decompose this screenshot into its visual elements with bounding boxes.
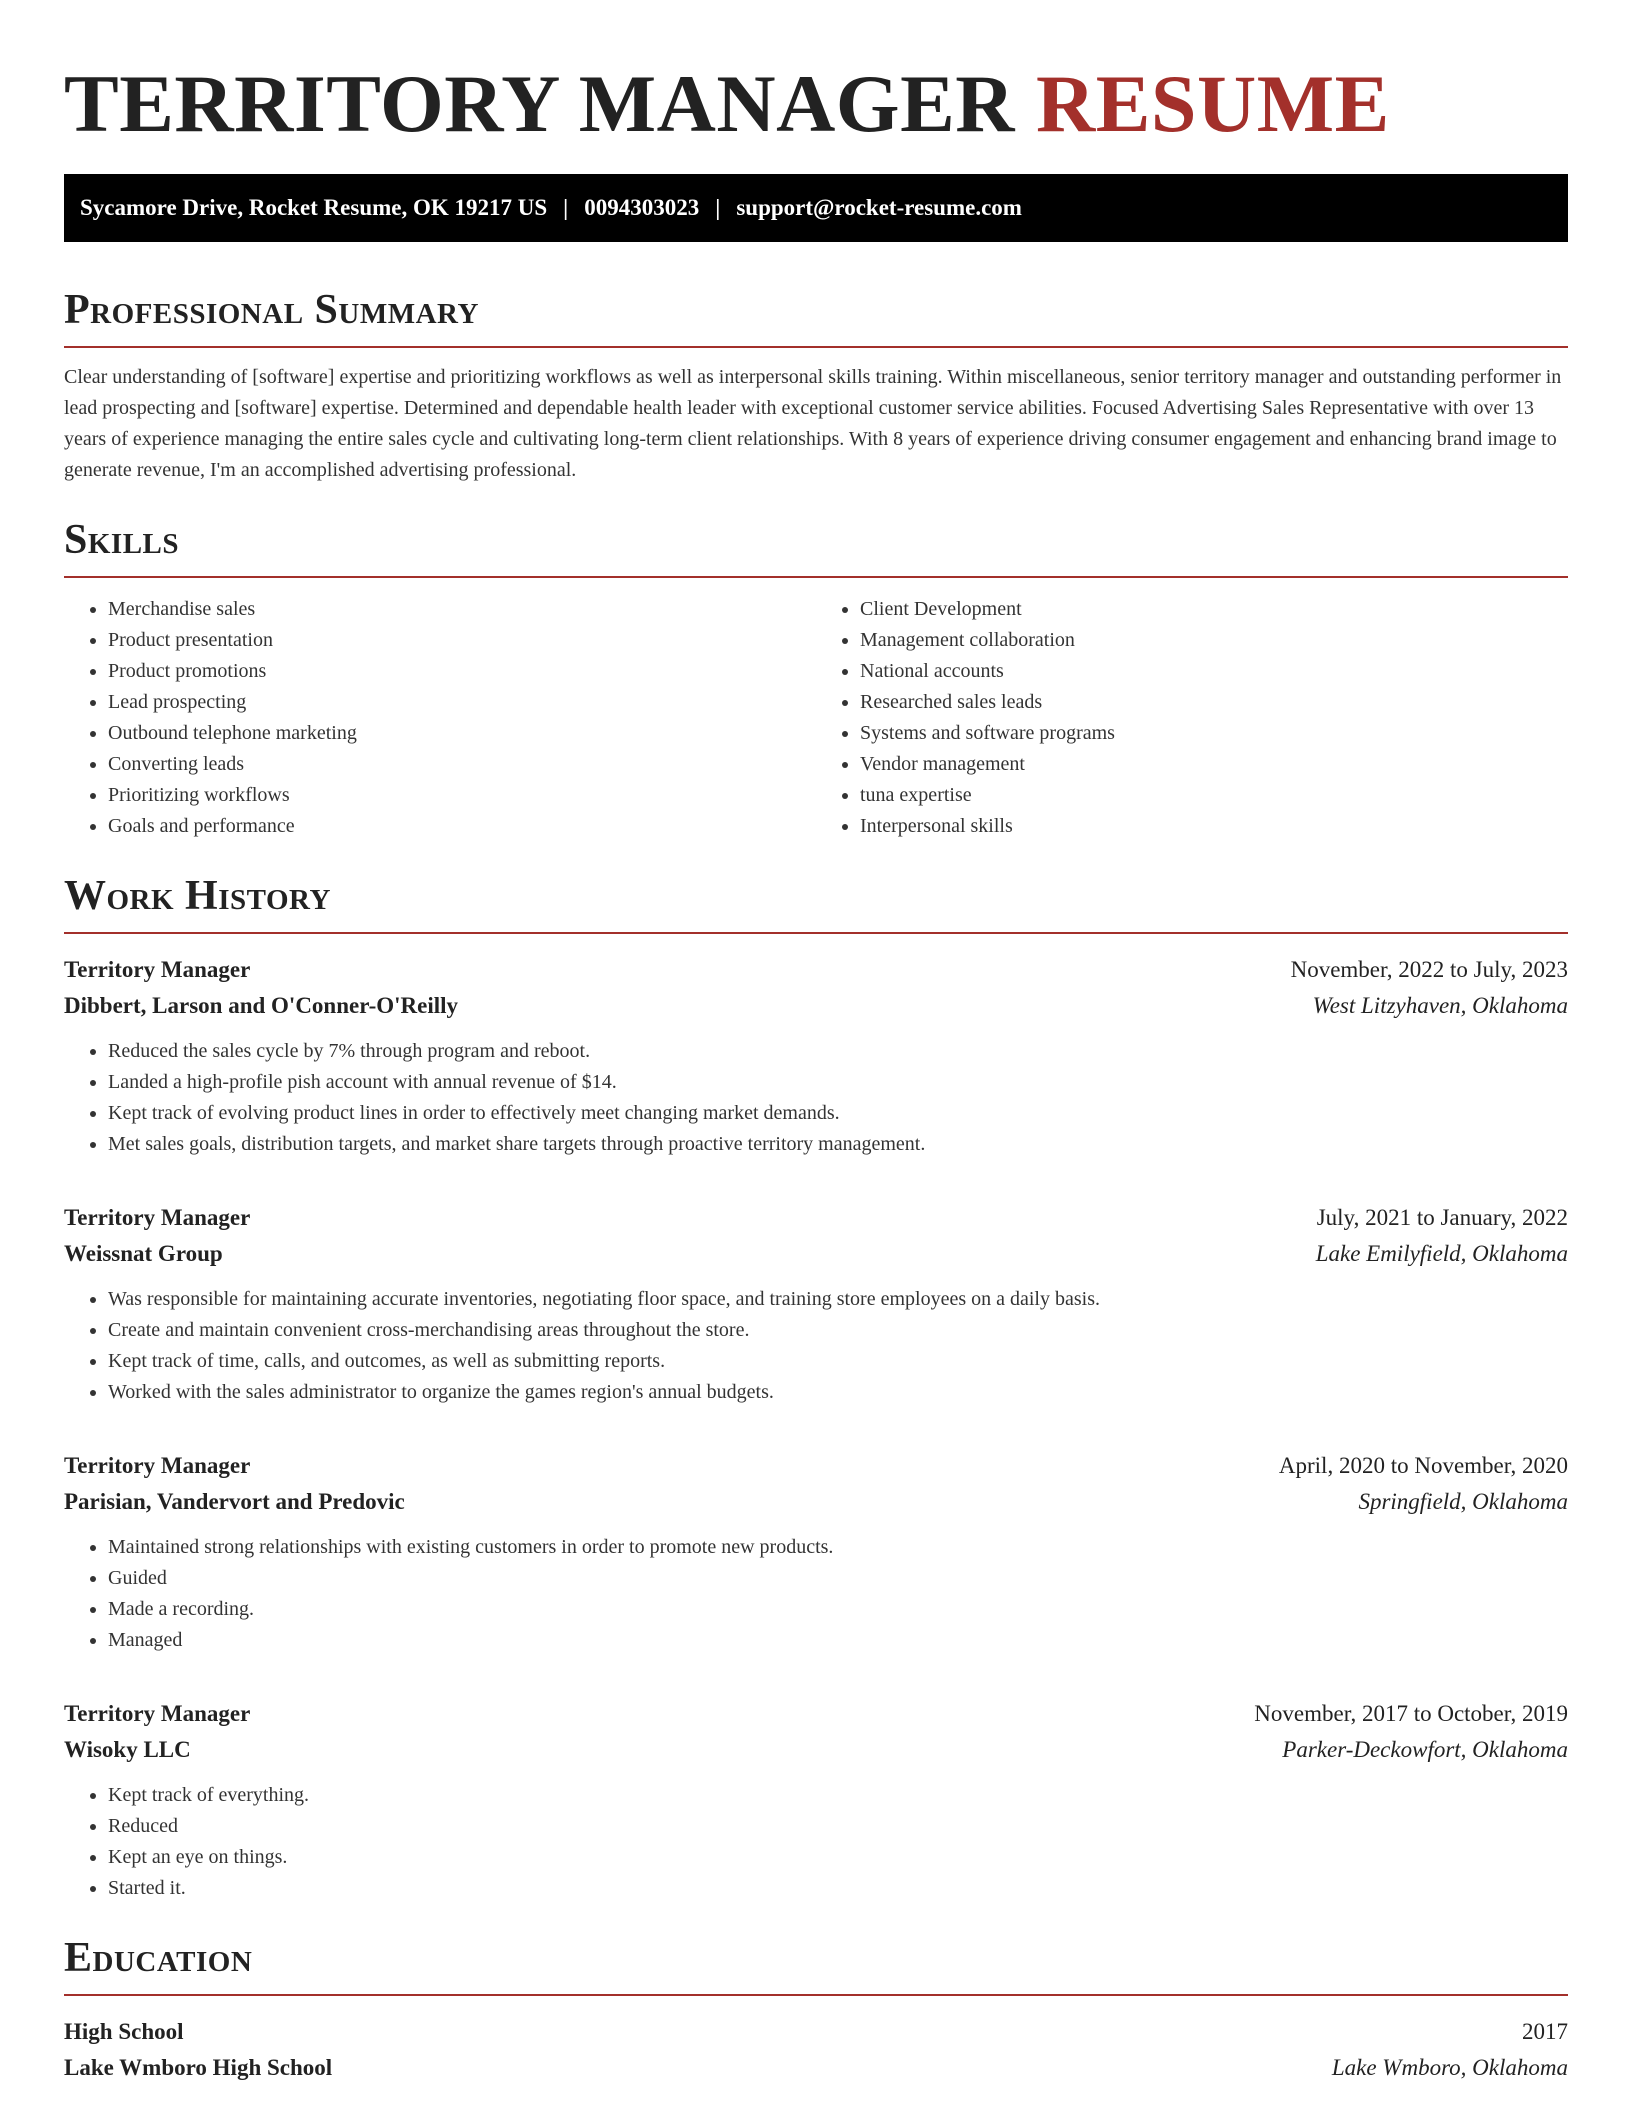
job-location: Lake Emilyfield, Oklahoma	[1315, 1241, 1568, 1266]
job-bullet: • Landed a high-profile pish account with annual revenue of $14.	[108, 1067, 1568, 1098]
job-location: Springfield, Oklahoma	[1358, 1489, 1568, 1514]
job-entry	[64, 1448, 1568, 1656]
contact-phone: 0094303023	[584, 195, 700, 220]
contact-bar	[64, 174, 1568, 242]
job-entry	[64, 1200, 1568, 1408]
job-bullet: • Reduced	[108, 1811, 1568, 1842]
job-bullet: • Started it.	[108, 1873, 1568, 1904]
skills-grid	[64, 594, 1568, 842]
job-company: Parisian, Vandervort and Predovic	[64, 1489, 405, 1514]
work-history-section	[64, 872, 1568, 1904]
job-company-row	[64, 1236, 1568, 1272]
skill-item: • Product promotions	[108, 656, 816, 687]
job-header-row	[64, 1696, 1568, 1732]
contact-address: Sycamore Drive, Rocket Resume, OK 19217 US	[80, 195, 548, 220]
job-bullet: • Managed	[108, 1625, 1568, 1656]
job-company: Dibbert, Larson and O'Conner-O'Reilly	[64, 993, 458, 1018]
skills-column-left	[64, 594, 816, 842]
job-location: Parker-Deckowfort, Oklahoma	[1282, 1737, 1568, 1762]
job-bullets	[64, 1036, 1568, 1160]
job-bullet: • Guided	[108, 1563, 1568, 1594]
job-title: Territory Manager	[64, 1453, 251, 1478]
skills-column-right	[816, 594, 1568, 842]
job-dates: April, 2020 to November, 2020	[1278, 1453, 1568, 1478]
skill-item: • Outbound telephone marketing	[108, 718, 816, 749]
job-bullet: • Kept an eye on things.	[108, 1842, 1568, 1873]
job-bullet: • Maintained strong relationships with existing customers in order to promote new products.	[108, 1532, 1568, 1563]
contact-email: support@rocket-resume.com	[736, 195, 1022, 220]
resume-title	[64, 0, 1568, 150]
summary-text: Clear understanding of [software] expertise and prioritizing workflows as well as interpersonal skills training. Within miscellaneous, senior territory manager and outstanding performer in lead prospecting and [software] expertise. Determined and dependable health leader with exceptional customer service abilities. Focused Advertising Sales Representative with over 13 years of experience managing the entire sales cycle and cultivating long-term client relationships. With 8 years of experience driving consumer engagement and enhancing brand image to generate revenue, I'm an accomplished advertising professional.	[64, 366, 1562, 481]
summary-heading: Professional Summary	[64, 286, 1568, 348]
job-bullet: • Met sales goals, distribution targets, and market share targets through proactive territory management.	[108, 1129, 1568, 1160]
skill-item: • Researched sales leads	[860, 687, 1568, 718]
job-company-row	[64, 988, 1568, 1024]
job-bullet: • Worked with the sales administrator to organize the games region's annual budgets.	[108, 1377, 1568, 1408]
education-degree: High School	[64, 2019, 184, 2044]
education-heading: Education	[64, 1934, 1568, 1996]
work-history-heading: Work History	[64, 872, 1568, 934]
job-bullet: • Create and maintain convenient cross-merchandising areas throughout the store.	[108, 1315, 1568, 1346]
skill-item: • Management collaboration	[860, 625, 1568, 656]
summary-section	[64, 286, 1568, 486]
job-title: Territory Manager	[64, 957, 251, 982]
job-bullet: • Reduced the sales cycle by 7% through program and reboot.	[108, 1036, 1568, 1067]
job-bullet: • Kept track of everything.	[108, 1780, 1568, 1811]
skills-heading: Skills	[64, 516, 1568, 578]
job-title: Territory Manager	[64, 1701, 251, 1726]
skill-item: • Lead prospecting	[108, 687, 816, 718]
contact-separator: |	[715, 195, 721, 220]
skill-item: • Systems and software programs	[860, 718, 1568, 749]
education-entry	[64, 2014, 1568, 2086]
education-school: Lake Wmboro High School	[64, 2055, 333, 2080]
education-header-row	[64, 2014, 1568, 2050]
job-company: Weissnat Group	[64, 1241, 223, 1266]
job-company-row	[64, 1484, 1568, 1520]
resume-title-accent: RESUME	[1035, 58, 1390, 149]
job-header-row	[64, 952, 1568, 988]
job-bullets	[64, 1284, 1568, 1408]
job-bullet: • Kept track of evolving product lines in order to effectively meet changing market demands.	[108, 1098, 1568, 1129]
job-entry	[64, 952, 1568, 1160]
contact-separator: |	[563, 195, 569, 220]
job-bullet: • Kept track of time, calls, and outcomes, as well as submitting reports.	[108, 1346, 1568, 1377]
job-location: West Litzyhaven, Oklahoma	[1312, 993, 1568, 1018]
skill-item: • Vendor management	[860, 749, 1568, 780]
job-bullets	[64, 1780, 1568, 1904]
skill-item: • National accounts	[860, 656, 1568, 687]
job-dates: July, 2021 to January, 2022	[1316, 1205, 1568, 1230]
job-bullet: • Made a recording.	[108, 1594, 1568, 1625]
job-bullets	[64, 1532, 1568, 1656]
skill-item: • Client Development	[860, 594, 1568, 625]
skill-item: • tuna expertise	[860, 780, 1568, 811]
education-year: 2017	[1522, 2019, 1568, 2044]
skill-item: • Interpersonal skills	[860, 811, 1568, 842]
job-company: Wisoky LLC	[64, 1737, 191, 1762]
job-title: Territory Manager	[64, 1205, 251, 1230]
education-location: Lake Wmboro, Oklahoma	[1331, 2055, 1568, 2080]
skill-item: • Goals and performance	[108, 811, 816, 842]
resume-title-main: TERRITORY MANAGER	[64, 58, 1015, 149]
education-section	[64, 1934, 1568, 2086]
job-bullet: • Was responsible for maintaining accurate inventories, negotiating floor space, and training store employees on a daily basis.	[108, 1284, 1568, 1315]
skills-section	[64, 516, 1568, 842]
job-dates: November, 2017 to October, 2019	[1254, 1701, 1568, 1726]
skill-item: • Merchandise sales	[108, 594, 816, 625]
skill-item: • Product presentation	[108, 625, 816, 656]
job-entry	[64, 1696, 1568, 1904]
skill-item: • Prioritizing workflows	[108, 780, 816, 811]
job-header-row	[64, 1200, 1568, 1236]
education-school-row	[64, 2050, 1568, 2086]
skill-item: • Converting leads	[108, 749, 816, 780]
job-dates: November, 2022 to July, 2023	[1290, 957, 1568, 982]
job-header-row	[64, 1448, 1568, 1484]
job-company-row	[64, 1732, 1568, 1768]
